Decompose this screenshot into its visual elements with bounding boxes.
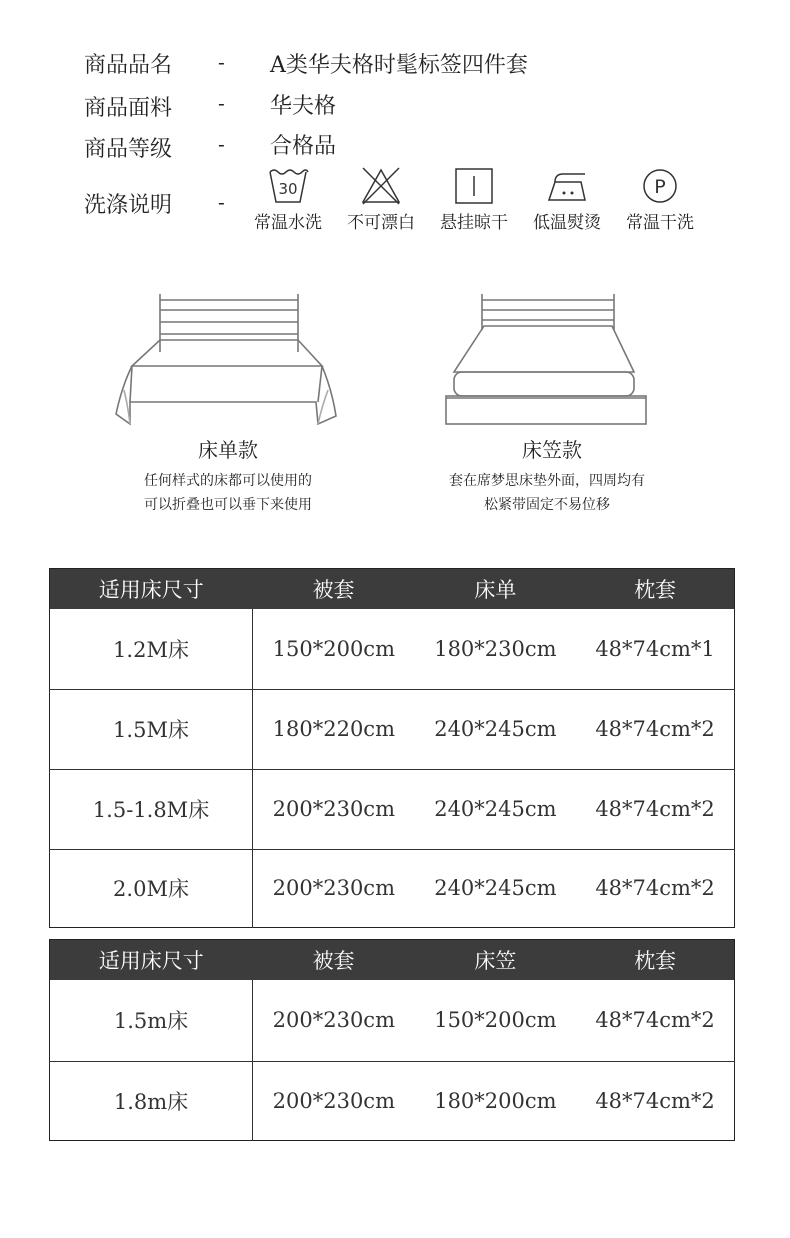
cell-sheet: 180*230cm xyxy=(415,609,576,689)
cell-pillowcase: 48*74cm*1 xyxy=(576,609,734,689)
fabric-label: 商品面料 xyxy=(84,96,173,121)
care-item-iron xyxy=(527,166,607,233)
care-label-dry-clean: 常温干洗 xyxy=(626,213,694,233)
product-name-dash: - xyxy=(218,50,225,74)
fabric-dash: - xyxy=(218,91,225,115)
cell-bed-size: 2.0M床 xyxy=(50,849,253,927)
cell-duvet: 180*220cm xyxy=(253,689,415,769)
grade-label: 商品等级 xyxy=(84,137,173,162)
fitted-sheet-desc-line2: 松紧带固定不易位移 xyxy=(484,497,610,513)
care-label: 洗涤说明 xyxy=(84,193,173,218)
size-table-flat-sheet xyxy=(49,568,735,928)
cell-duvet: 200*230cm xyxy=(253,980,415,1061)
care-item-no-bleach xyxy=(341,166,421,233)
table-row xyxy=(50,849,735,927)
cell-pillowcase: 48*74cm*2 xyxy=(576,689,734,769)
cell-pillowcase: 48*74cm*2 xyxy=(576,769,734,849)
wash-30-icon xyxy=(264,166,312,206)
cell-duvet: 150*200cm xyxy=(253,609,415,689)
care-item-dry-clean xyxy=(620,166,700,233)
size-table-fitted-sheet xyxy=(49,939,735,1141)
table-header-row xyxy=(50,569,735,610)
fitted-sheet-title: 床笠款 xyxy=(522,438,582,462)
header-flat-sheet: 床单 xyxy=(415,569,576,610)
grade-value: 合格品 xyxy=(270,134,337,159)
cell-sheet: 240*245cm xyxy=(434,876,557,901)
cell-duvet: 200*230cm xyxy=(272,876,395,901)
table-header-row xyxy=(50,940,735,981)
care-item-hang-dry xyxy=(434,166,514,233)
fabric-value: 华夫格 xyxy=(270,94,337,119)
cell-bed-size: 1.2M床 xyxy=(50,609,253,689)
cell-sheet: 150*200cm xyxy=(415,980,576,1061)
table-row xyxy=(50,689,735,769)
care-label-no-bleach: 不可漂白 xyxy=(347,213,415,233)
cell-duvet: 200*230cm xyxy=(272,1088,395,1113)
header-bed-size: 适用床尺寸 xyxy=(50,940,253,981)
cell-bed-size: 1.5M床 xyxy=(50,689,253,769)
cell-sheet: 240*245cm xyxy=(415,769,576,849)
no-bleach-icon xyxy=(357,166,405,206)
fitted-sheet-illustration xyxy=(440,290,654,430)
cell-bed-size: 1.5-1.8M床 xyxy=(50,769,253,849)
flat-sheet-desc-line2: 可以折叠也可以垂下来使用 xyxy=(144,497,312,513)
cell-bed-size: 1.5m床 xyxy=(50,980,253,1061)
grade-dash: - xyxy=(218,132,225,156)
cell-pillowcase: 48*74cm*2 xyxy=(576,980,734,1061)
header-pillowcase: 枕套 xyxy=(576,569,734,610)
svg-text:P: P xyxy=(654,176,666,198)
fitted-sheet-desc-line1: 套在席梦思床垫外面，四周均有 xyxy=(449,473,645,489)
product-name-label: 商品品名 xyxy=(84,53,173,78)
care-item-wash xyxy=(248,166,328,233)
svg-text:30: 30 xyxy=(278,180,298,198)
product-name-value: A类华夫格时髦标签四件套 xyxy=(270,53,528,78)
care-label-wash: 常温水洗 xyxy=(254,213,322,233)
header-fitted-sheet: 床笠 xyxy=(415,940,576,981)
flat-sheet-desc-line1: 任何样式的床都可以使用的 xyxy=(144,473,312,489)
cell-pillowcase: 48*74cm*2 xyxy=(595,1088,715,1113)
table-row xyxy=(50,980,735,1061)
cell-sheet: 180*200cm xyxy=(434,1088,557,1113)
hang-dry-icon xyxy=(450,166,498,206)
iron-low-icon xyxy=(541,166,593,206)
header-duvet: 被套 xyxy=(253,940,415,981)
dry-clean-p-icon xyxy=(636,166,684,206)
care-label-hang-dry: 悬挂晾干 xyxy=(440,213,508,233)
header-duvet: 被套 xyxy=(253,569,415,610)
cell-sheet: 240*245cm xyxy=(415,689,576,769)
cell-duvet: 200*230cm xyxy=(253,769,415,849)
header-pillowcase: 枕套 xyxy=(576,940,734,981)
flat-sheet-illustration xyxy=(108,290,348,430)
cell-bed-size: 1.8m床 xyxy=(50,1061,253,1140)
care-dash: - xyxy=(218,190,225,214)
table-row xyxy=(50,609,735,689)
cell-pillowcase: 48*74cm*2 xyxy=(595,876,715,901)
table-row xyxy=(50,769,735,849)
table-row xyxy=(50,1061,735,1140)
care-label-iron: 低温熨烫 xyxy=(533,213,601,233)
flat-sheet-title: 床单款 xyxy=(198,438,258,462)
header-bed-size: 适用床尺寸 xyxy=(50,569,253,610)
